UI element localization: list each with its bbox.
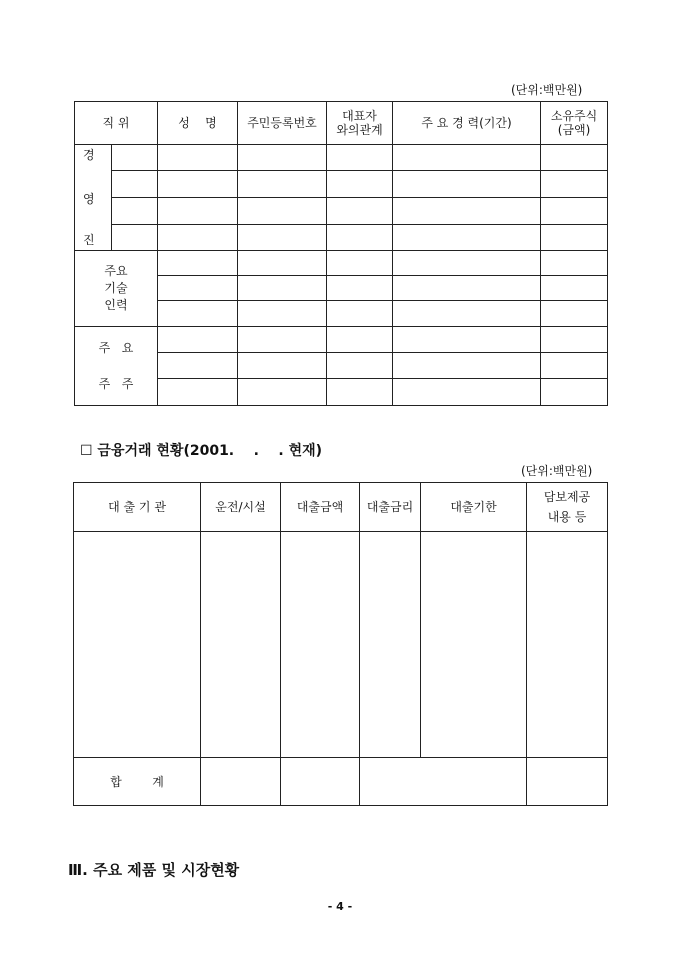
cell[interactable] — [327, 379, 393, 406]
cell[interactable] — [541, 225, 608, 251]
header-interest-rate: 대출금리 — [360, 483, 421, 532]
cell[interactable] — [527, 532, 608, 758]
cell[interactable] — [238, 145, 327, 171]
header-loan-type: 운전/시설 — [201, 483, 281, 532]
cell[interactable] — [393, 171, 541, 198]
header-name: 성 명 — [158, 102, 238, 145]
cell[interactable] — [541, 276, 608, 301]
cell[interactable] — [281, 532, 360, 758]
header-collateral: 담보제공 내용 등 — [527, 483, 608, 532]
cell[interactable] — [541, 251, 608, 276]
next-section-title: Ⅲ. 주요 제품 및 시장현황 — [68, 861, 240, 879]
cell[interactable] — [158, 301, 238, 327]
unit-label-1: (단위:백만원) — [511, 83, 583, 97]
cell[interactable] — [238, 225, 327, 251]
cell[interactable] — [360, 532, 421, 758]
cell[interactable] — [393, 251, 541, 276]
finance-section-title: ☐ 금융거래 현황(2001. . . 현재) — [80, 443, 323, 459]
cell[interactable] — [327, 145, 393, 171]
total-label: 합 계 — [74, 758, 201, 806]
cell[interactable] — [327, 225, 393, 251]
cell[interactable] — [158, 251, 238, 276]
cell[interactable] — [541, 379, 608, 406]
cell[interactable] — [541, 301, 608, 327]
header-relation: 대표자 와의관계 — [327, 102, 393, 145]
cell[interactable] — [541, 145, 608, 171]
finance-table — [73, 482, 608, 806]
cell[interactable] — [327, 276, 393, 301]
cell[interactable] — [527, 758, 608, 806]
cell[interactable] — [393, 225, 541, 251]
cell[interactable] — [327, 198, 393, 225]
cell[interactable] — [238, 327, 327, 353]
header-loan-term: 대출기한 — [421, 483, 527, 532]
cell[interactable] — [360, 758, 527, 806]
cell[interactable] — [238, 276, 327, 301]
cell[interactable] — [393, 301, 541, 327]
cell[interactable] — [238, 198, 327, 225]
tech-line-1: 주요 — [104, 264, 128, 278]
cell[interactable] — [327, 171, 393, 198]
group-shareholders — [75, 327, 158, 406]
header-id-number: 주민등록번호 — [238, 102, 327, 145]
cell[interactable] — [541, 353, 608, 379]
cell[interactable] — [158, 145, 238, 171]
cell[interactable] — [327, 353, 393, 379]
cell[interactable] — [112, 171, 158, 198]
cell[interactable] — [541, 171, 608, 198]
cell[interactable] — [238, 301, 327, 327]
cell[interactable] — [112, 145, 158, 171]
exec-char-2: 영 — [83, 192, 95, 206]
page-number: - 4 - — [327, 900, 353, 913]
cell[interactable] — [238, 171, 327, 198]
cell[interactable] — [158, 171, 238, 198]
cell[interactable] — [238, 251, 327, 276]
group-tech — [75, 251, 158, 327]
shareholder-line-1: 주 요 — [98, 341, 134, 355]
cell[interactable] — [158, 276, 238, 301]
header-loan-amount: 대출금액 — [281, 483, 360, 532]
exec-char-1: 경 — [83, 148, 95, 162]
cell[interactable] — [238, 353, 327, 379]
cell[interactable] — [158, 327, 238, 353]
cell[interactable] — [327, 327, 393, 353]
cell[interactable] — [201, 532, 281, 758]
cell[interactable] — [281, 758, 360, 806]
cell[interactable] — [421, 532, 527, 758]
cell[interactable] — [327, 301, 393, 327]
header-position: 직 위 — [75, 102, 158, 145]
cell[interactable] — [393, 353, 541, 379]
cell[interactable] — [112, 198, 158, 225]
cell[interactable] — [393, 198, 541, 225]
cell[interactable] — [541, 198, 608, 225]
tech-line-3: 인력 — [104, 298, 128, 312]
cell[interactable] — [158, 379, 238, 406]
cell[interactable] — [158, 198, 238, 225]
cell[interactable] — [393, 276, 541, 301]
cell[interactable] — [201, 758, 281, 806]
cell[interactable] — [158, 353, 238, 379]
tech-line-2: 기술 — [104, 281, 128, 295]
cell[interactable] — [327, 251, 393, 276]
shareholder-line-2: 주 주 — [98, 377, 134, 391]
cell[interactable] — [238, 379, 327, 406]
unit-label-2: (단위:백만원) — [521, 464, 593, 478]
header-lender: 대 출 기 관 — [74, 483, 201, 532]
cell[interactable] — [393, 379, 541, 406]
cell[interactable] — [541, 327, 608, 353]
cell[interactable] — [158, 225, 238, 251]
exec-char-3: 진 — [83, 233, 95, 247]
cell[interactable] — [393, 145, 541, 171]
cell[interactable] — [393, 327, 541, 353]
header-career: 주 요 경 력(기간) — [393, 102, 541, 145]
executives-table — [74, 101, 608, 406]
group-executives — [75, 145, 112, 251]
cell[interactable] — [74, 532, 201, 758]
header-shares: 소유주식 (금액) — [541, 102, 608, 145]
cell[interactable] — [112, 225, 158, 251]
